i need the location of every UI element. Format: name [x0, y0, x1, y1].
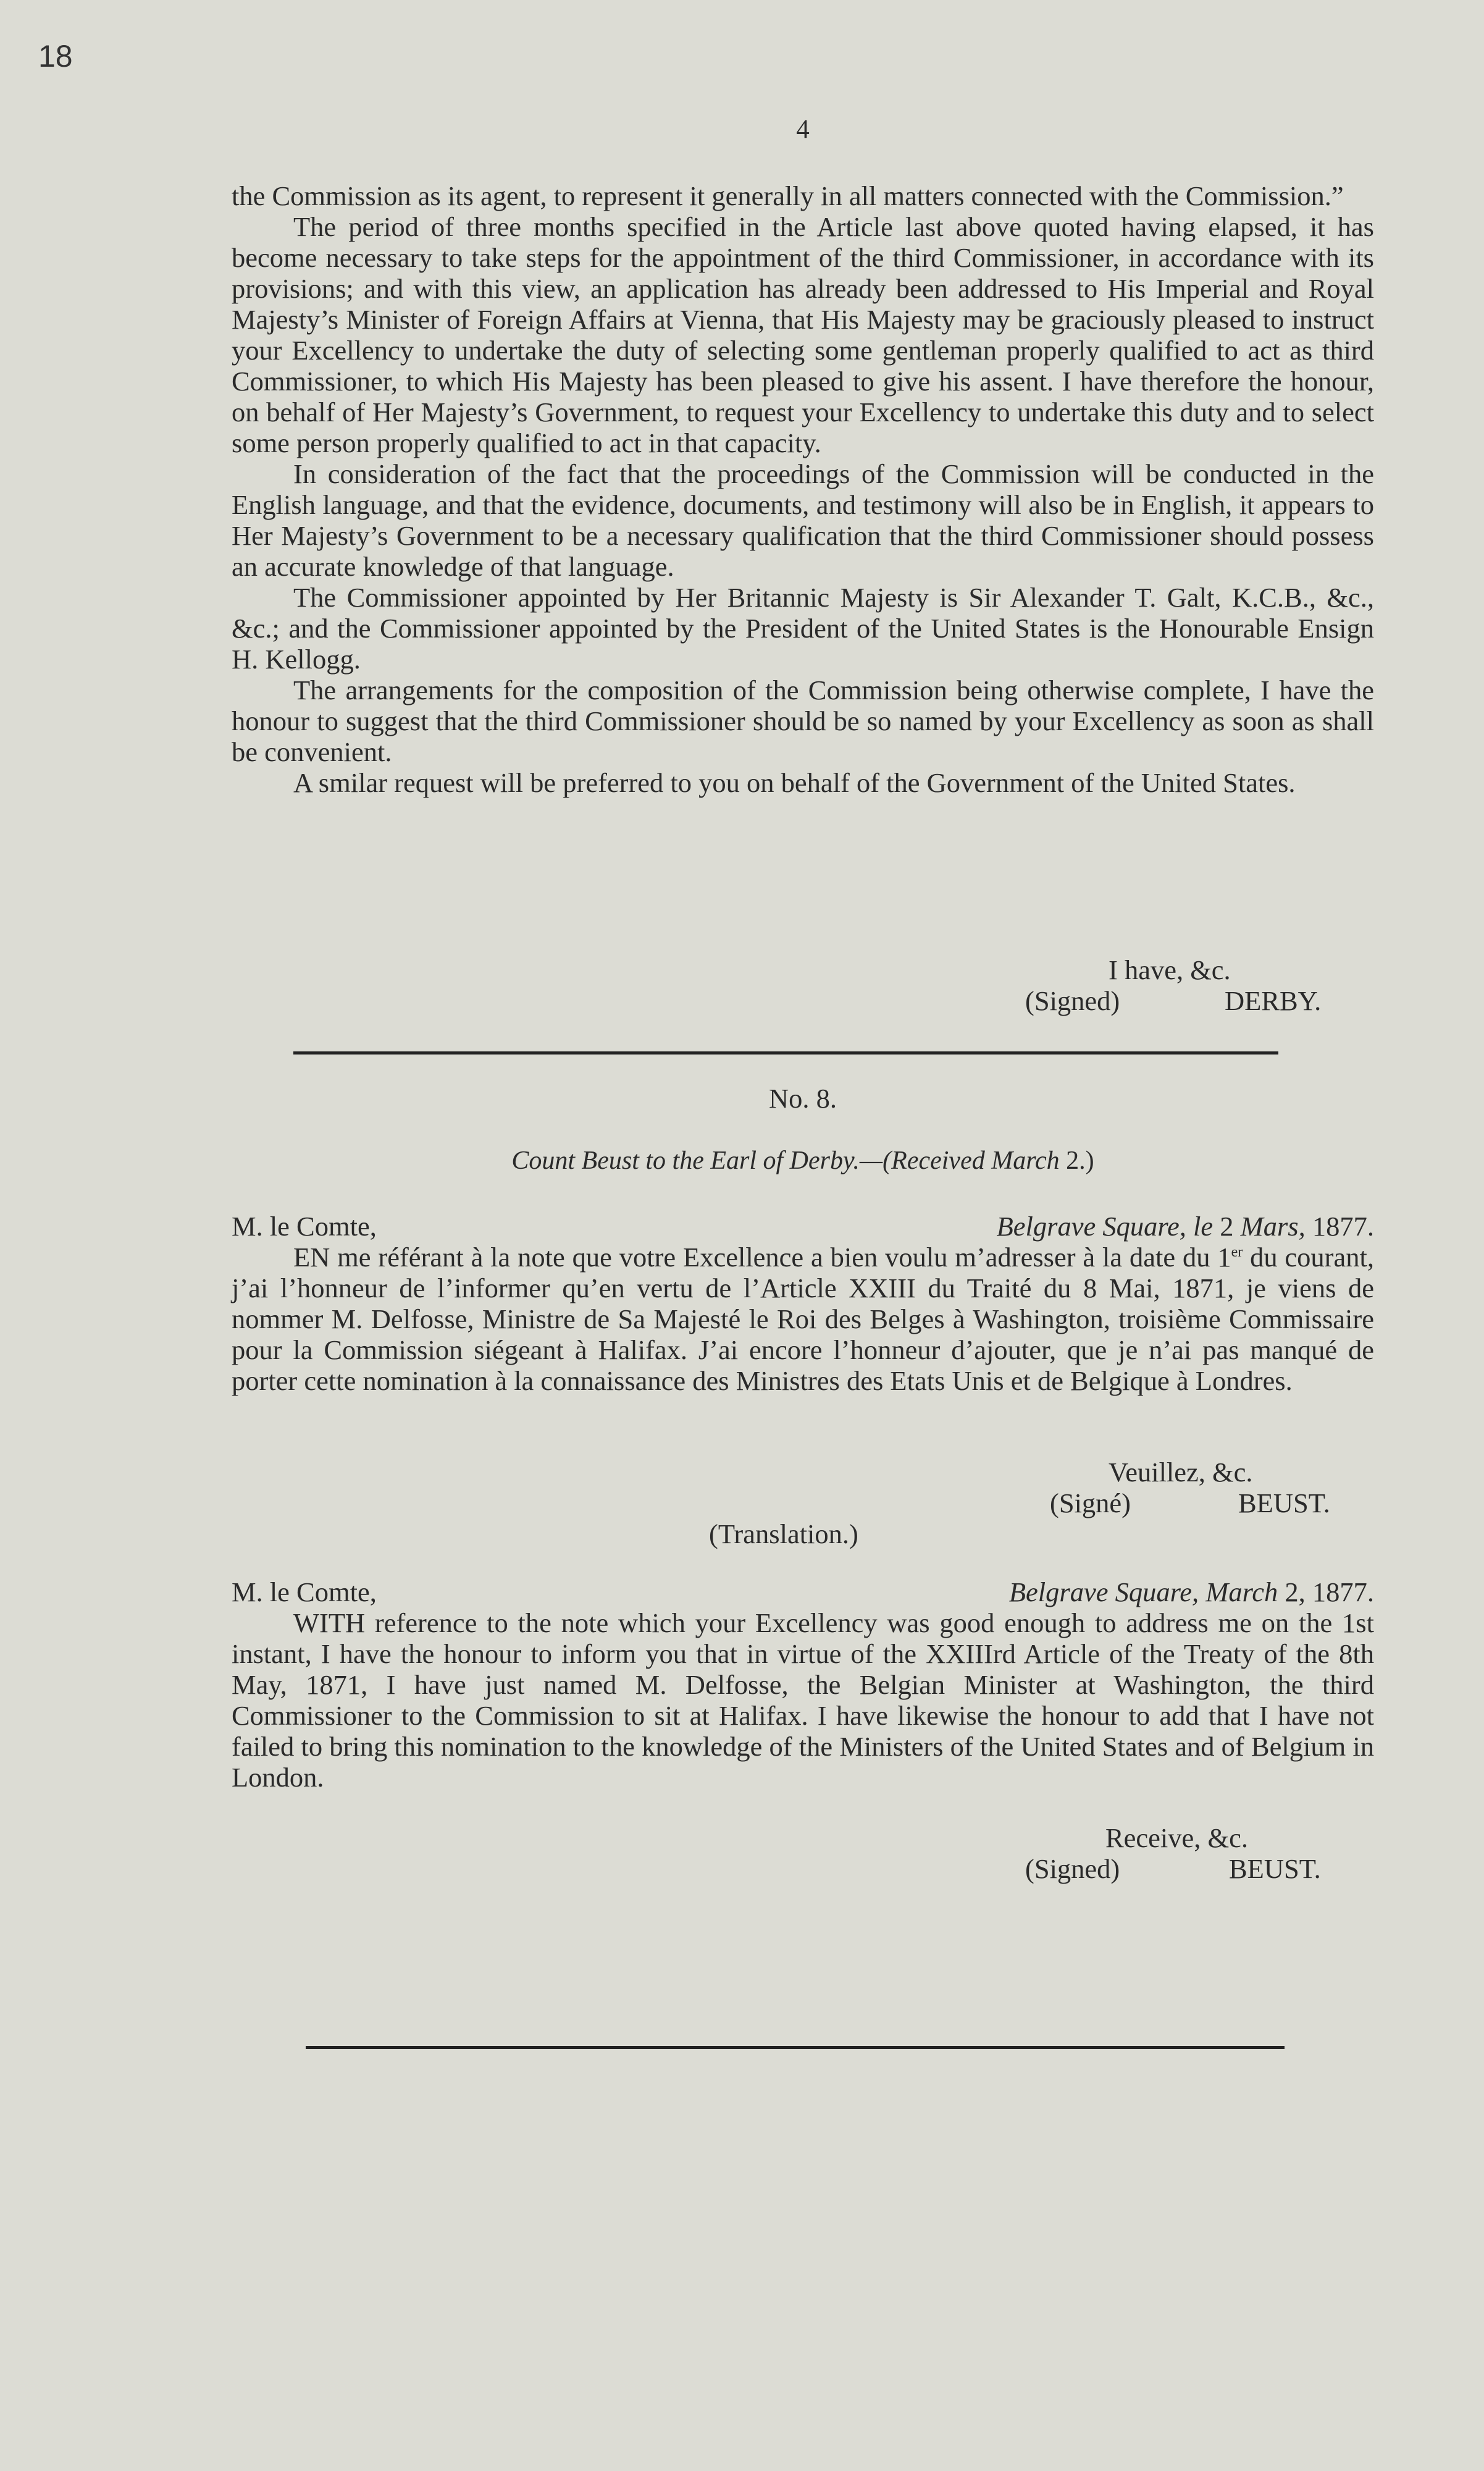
french-letter-body	[232, 1242, 1374, 1396]
signer: DERBY.	[1225, 985, 1322, 1016]
closing: Receive, &c.	[1105, 1822, 1249, 1853]
heading-received: Received March	[891, 1147, 1060, 1175]
english-salutation-line	[232, 1576, 1374, 1607]
body-start: EN me référant à la note que votre Excellence a bien voulu m’adresser à la date du 1	[293, 1242, 1231, 1273]
closing: I have, &c.	[1109, 954, 1231, 985]
french-salutation-line	[232, 1211, 1374, 1242]
body-end: du courant, j’ai l’honneur de l’informer qu’en vertu de l’Article XXIII du Traité du 8 Mai, 1871, je viens de nommer M. Delfosse, Ministre de Sa Majesté le Roi des Belges à Washington, troisième Commissaire pour la Commission siégeant à Halifax. J’ai encore l’honneur d’ajouter, que je n’ai pas manqué de porter cette nomination à la connaissance des Ministres des Etats Unis et de Belgique à Londres.	[232, 1242, 1374, 1396]
folio-number: 18	[38, 39, 73, 74]
paragraph: WITH reference to the note which your Excellency was good enough to address me on the 1st instant, I have the honour to inform you that in virtue of the XXIIIrd Article of the Treaty of the 8th May, 1871, I have just named M. Delfosse, the Belgian Minister at Washington, the third Commissioner to the Commission to sit at Halifax. I have likewise the honour to add that I have not failed to bring this nomination to the knowledge of the Ministers of the United States and of Belgium in London.	[232, 1607, 1374, 1793]
ordinal-sup: er	[1231, 1244, 1243, 1261]
place-date-year: 2, 1877.	[1278, 1576, 1374, 1607]
document-heading	[232, 1146, 1374, 1176]
document-number: No. 8.	[768, 1083, 837, 1114]
heading-date: 2.)	[1059, 1147, 1094, 1175]
divider-rule	[293, 1051, 1278, 1054]
paragraph: The Commissioner appointed by Her Britannic Majesty is Sir Alexander T. Galt, K.C.B., &c., &c.; and the Commissioner appointed by the President of the United States is the Honourable Ensign H. Kellogg.	[232, 582, 1374, 675]
translation-label: (Translation.)	[709, 1518, 858, 1549]
heading-main: Count Beust to the Earl of Derby.—(	[511, 1147, 892, 1175]
place-date	[1009, 1576, 1374, 1607]
place-date-year: 1877.	[1305, 1211, 1374, 1242]
paragraph: In consideration of the fact that the proceedings of the Commission will be conducted in the English language, and that the evidence, documents, and testimony will also be in English, it appears to Her Majesty’s Government to be a necessary qualification that the third Commissioner should possess an accurate knowledge of that language.	[232, 458, 1374, 582]
letter-continuation	[232, 180, 1374, 798]
closing: Veuillez, &c.	[1109, 1457, 1253, 1488]
paragraph: The period of three months specified in the Article last above quoted having elapsed, it has become necessary to take steps for the appointment of the third Commissioner, in accordance with its provisions; and with this view, an application has already been addressed to His Imperial and Royal Majesty’s Minister of Foreign Affairs at Vienna, that His Majesty may be graciously pleased to instruct your Excellency to undertake the duty of selecting some gentleman properly qualified to act as third Commissioner, to which His Majesty has been pleased to give his assent. I have therefore the honour, on behalf of Her Majesty’s Government, to request your Excellency to undertake this duty and to select some person properly qualified to act in that capacity.	[232, 211, 1374, 458]
paragraph: the Commission as its agent, to represent it generally in all matters connected with the Commission.”	[232, 180, 1344, 211]
place-date-text: Belgrave Square, le	[996, 1211, 1214, 1242]
paragraph: A smilar request will be preferred to you on behalf of the Government of the United States.	[293, 767, 1296, 798]
signer: BEUST.	[1238, 1488, 1330, 1518]
signer: BEUST.	[1229, 1853, 1321, 1884]
place-date-text: Belgrave Square, March	[1008, 1576, 1278, 1607]
salutation: M. le Comte,	[232, 1211, 377, 1242]
english-letter-body	[232, 1607, 1374, 1793]
place-date-day: 2	[1213, 1211, 1241, 1242]
signed-label: (Signed)	[1025, 985, 1120, 1016]
end-rule	[306, 2046, 1285, 2049]
place-date	[997, 1211, 1374, 1242]
paragraph	[232, 1242, 1374, 1396]
place-date-month: Mars,	[1240, 1211, 1306, 1242]
paragraph: The arrangements for the composition of the Commission being otherwise complete, I have the honour to suggest that the third Commissioner should be so named by your Excellency as soon as shall be convenient.	[232, 675, 1374, 767]
page-number: 4	[796, 115, 810, 144]
salutation: M. le Comte,	[232, 1576, 377, 1607]
signed-label: (Signed)	[1025, 1853, 1120, 1884]
signed-label: (Signé)	[1050, 1488, 1131, 1518]
